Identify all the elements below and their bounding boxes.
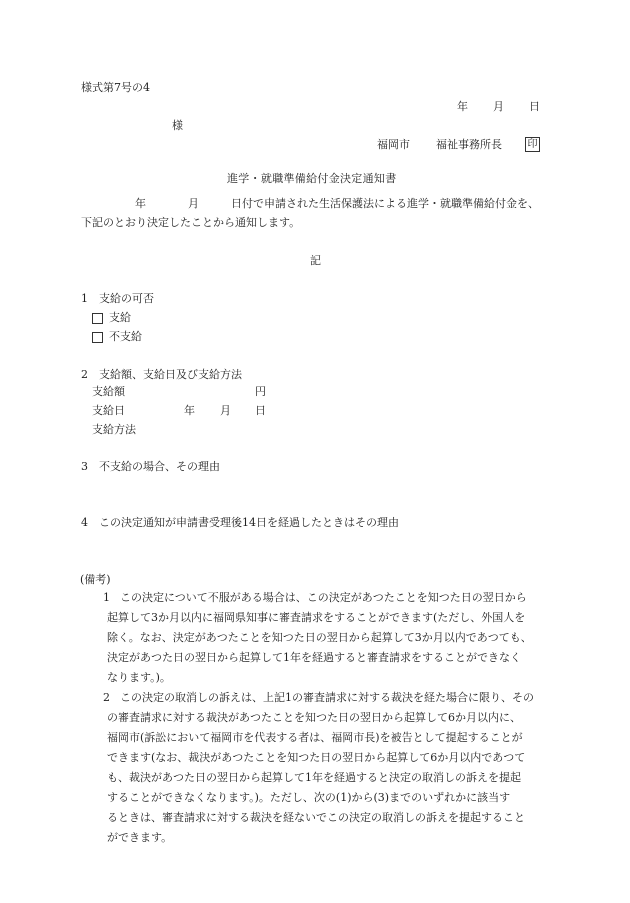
amount-yen: 円: [255, 385, 266, 398]
note2-line: できます(なお、裁決があつたことを知つた日の翌日から起算して6か月以内であつて: [107, 751, 526, 764]
issuer-office: 福祉事務所長: [436, 138, 502, 151]
option-deny-label: 不支給: [109, 330, 142, 343]
form-number: 様式第7号の4: [81, 81, 150, 94]
document-title: 進学・就職準備給付金決定通知書: [227, 172, 397, 185]
payment-date-month: 月: [220, 404, 231, 417]
notes-heading: (備考): [80, 573, 111, 586]
section3-heading: 3 不支給の場合、その理由: [81, 460, 220, 473]
note1-line: 除く。なお、決定があつたことを知つた日の翌日から起算して3か月以内であつても、: [107, 631, 532, 644]
intro-year: 年: [135, 197, 146, 210]
date-month: 月: [493, 100, 504, 113]
note2-number: 2: [103, 691, 110, 704]
addressee-suffix: 様: [172, 119, 183, 132]
payment-date-label: 支給日: [92, 404, 125, 417]
section4-heading: 4 この決定通知が申請書受理後14日を経過したときはその理由: [81, 516, 399, 529]
payment-date-day: 日: [255, 404, 266, 417]
option-grant: [92, 311, 131, 325]
note2-line: も、裁決があつた日の翌日から起算して1年を経過すると決定の取消しの訴えを提起: [107, 771, 521, 784]
amount-label: 支給額: [92, 385, 125, 398]
option-grant-label: 支給: [109, 311, 131, 324]
ki-label: 記: [310, 254, 321, 267]
intro-month: 月: [188, 197, 199, 210]
note1-line: この決定について不服がある場合は、この決定があつたことを知つた日の翌日から: [120, 591, 527, 604]
checkbox-grant[interactable]: [92, 313, 103, 324]
note2-line: るときは、審査請求に対する裁決を経ないでこの決定の取消しの訴えを提起すること: [107, 811, 525, 824]
note2-line: この決定の取消しの訴えは、上記1の審査請求に対する裁決を経た場合に限り、その: [120, 691, 534, 704]
section2-heading: 2 支給額、支給日及び支給方法: [81, 368, 242, 381]
option-deny: [92, 330, 142, 344]
date-day: 日: [529, 100, 540, 113]
section1-heading: 1 支給の可否: [81, 292, 154, 305]
payment-date-year: 年: [184, 404, 195, 417]
note2-line: の審査請求に対する裁決があつたことを知つた日の翌日から起算して6か月以内に、: [107, 711, 521, 724]
note1-number: 1: [103, 591, 110, 604]
intro-line2: 下記のとおり決定したことから通知します。: [81, 216, 301, 229]
seal-stamp: 印: [525, 137, 540, 152]
note1-line: 決定があつた日の翌日から起算して1年を経過すると審査請求をすることができなく: [107, 651, 521, 664]
date-year: 年: [457, 100, 468, 113]
checkbox-deny[interactable]: [92, 332, 103, 343]
note2-line: ができます。: [107, 831, 173, 844]
note2-line: することができなくなります。)。ただし、次の(1)から(3)までのいずれかに該当す: [107, 791, 511, 804]
note1-line: なります。)。: [107, 671, 171, 684]
note2-line: 福岡市(訴訟において福岡市を代表する者は、福岡市長)を被告として提起することが: [107, 731, 523, 744]
issuer-city: 福岡市: [377, 138, 410, 151]
note1-line: 起算して3か月以内に福岡県知事に審査請求をすることができます(ただし、外国人を: [107, 611, 526, 624]
intro-line1: 日付で申請された生活保護法による進学・就職準備給付金を、: [231, 197, 539, 210]
payment-method-label: 支給方法: [92, 423, 136, 436]
